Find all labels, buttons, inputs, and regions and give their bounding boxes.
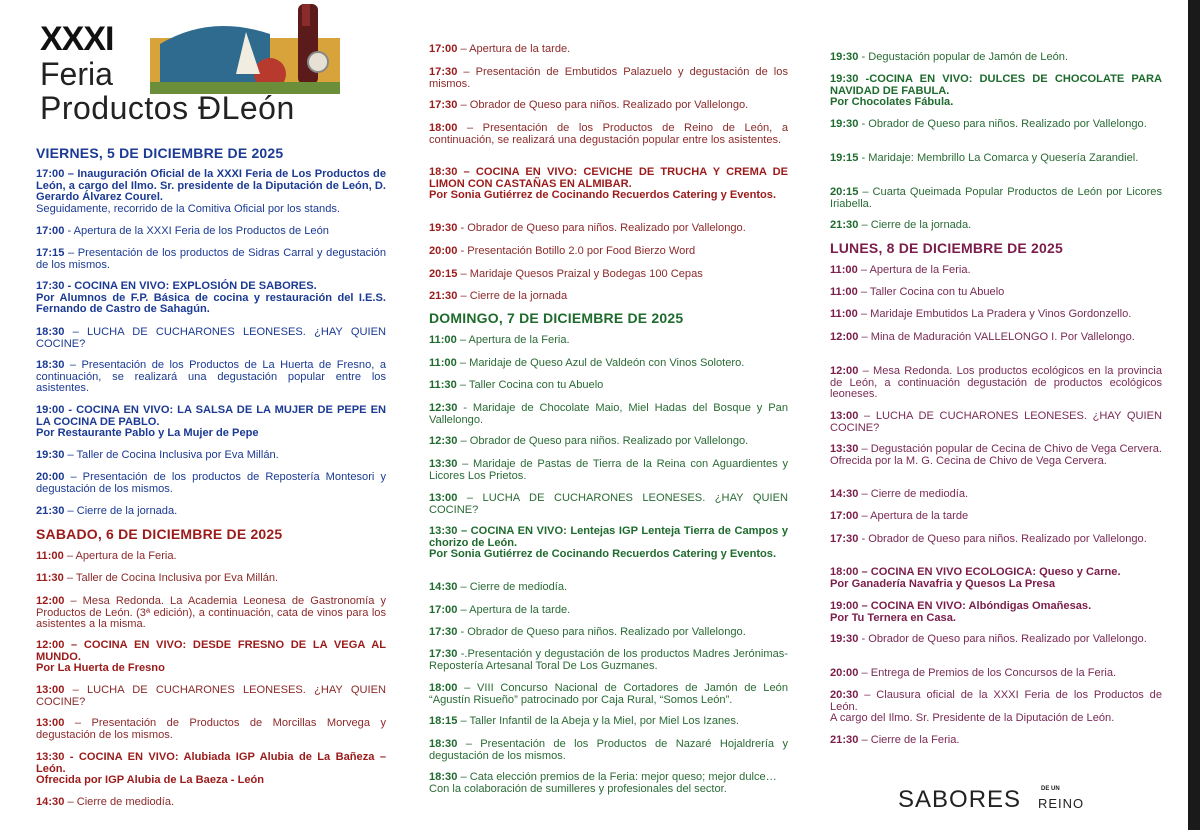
day-heading-viernes: VIERNES, 5 DE DICIEMBRE DE 2025 xyxy=(36,145,284,161)
schedule-entry: 18:30 – Presentación de los Productos de La Huerta de Fresno, a continuación, se realizará una degustación popular entre los asistentes. xyxy=(36,359,386,395)
schedule-entry: 13:30 - COCINA EN VIVO: Alubiada IGP Alubia de La Bañeza – León. Ofrecida por IGP Alubia de La Baeza - León xyxy=(36,751,386,787)
schedule-entry: 17:00 - Apertura de la XXXI Feria de los Productos de León xyxy=(36,225,329,237)
feria-logo xyxy=(40,4,350,124)
schedule-entry: 17:00 – Apertura de la tarde. xyxy=(429,604,571,616)
schedule-entry: 12:30 – Obrador de Queso para niños. Realizado por Vallelongo. xyxy=(429,435,749,447)
logo-productos: Productos ÐLeón xyxy=(40,90,295,126)
schedule-entry: 19:30 - Obrador de Queso para niños. Realizado por Vallelongo. xyxy=(429,222,746,234)
schedule-entry: 20:00 - Presentación Botillo 2.0 por Food Bierzo Word xyxy=(429,245,696,257)
page-edge xyxy=(1188,0,1200,830)
schedule-entry: 11:00 – Maridaje Embutidos La Pradera y Vinos Gordonzello. xyxy=(830,308,1132,320)
schedule-entry: 17:30 – Obrador de Queso para niños. Realizado por Vallelongo. xyxy=(429,99,749,111)
schedule-entry: 19:00 – COCINA EN VIVO: Albóndigas Omañesas. Por Tu Ternera en Casa. xyxy=(830,600,1092,624)
schedule-entry: 14:30 – Cierre de mediodía. xyxy=(830,488,969,500)
schedule-entry: 12:00 – Mesa Redonda. Los productos ecológicos en la provincia de León, a continuación degustación de productos ecológicos leoneses. xyxy=(830,365,1162,401)
day-heading-lunes: LUNES, 8 DE DICIEMBRE DE 2025 xyxy=(830,240,1063,256)
schedule-entry: 11:30 – Taller Cocina con tu Abuelo xyxy=(429,379,604,391)
logo-feria: Feria xyxy=(40,56,113,92)
schedule-entry: 17:30 -.Presentación y degustación de los productos Madres Jerónimas-Repostería Artesanal Toral De Los Guzmanes. xyxy=(429,648,788,672)
schedule-entry: 13:30 – Maridaje de Pastas de Tierra de la Reina con Aguardientes y Licores Los Prietos. xyxy=(429,458,788,482)
schedule-entry: 13:00 – LUCHA DE CUCHARONES LEONESES. ¿HAY QUIEN COCINE? xyxy=(830,410,1162,434)
schedule-entry: 11:00 – Taller Cocina con tu Abuelo xyxy=(830,286,1005,298)
schedule-entry: 12:00 – Mina de Maduración VALLELONGO I. Por Vallelongo. xyxy=(830,331,1135,343)
edition-number: XXXI xyxy=(40,20,114,58)
schedule-entry: 13:00 – LUCHA DE CUCHARONES LEONESES. ¿HAY QUIEN COCINE? xyxy=(429,492,788,516)
schedule-entry: 11:30 – Taller de Cocina Inclusiva por Eva Millán. xyxy=(36,572,279,584)
schedule-entry: 19:30 -COCINA EN VIVO: DULCES DE CHOCOLATE PARA NAVIDAD DE FABULA. Por Chocolates Fábula. xyxy=(830,73,1162,109)
schedule-entry: 20:30 – Clausura oficial de la XXXI Feria de los Productos de León. A cargo del Ilmo. Sr. Presidente de la Diputación de León. xyxy=(830,689,1162,725)
schedule-entry: 20:00 – Entrega de Premios de los Concursos de la Feria. xyxy=(830,667,1117,679)
schedule-entry: 18:30 – Presentación de los Productos de Nazaré Hojaldrería y degustación de los mismos. xyxy=(429,738,788,762)
schedule-entry: 14:30 – Cierre de mediodía. xyxy=(429,581,568,593)
schedule-entry: 20:15 – Maridaje Quesos Praizal y Bodegas 100 Cepas xyxy=(429,268,703,280)
schedule-entry: 19:30 - Obrador de Queso para niños. Realizado por Vallelongo. xyxy=(830,118,1147,130)
schedule-entry: 19:30 - Degustación popular de Jamón de León. xyxy=(830,51,1069,63)
schedule-entry: 17:15 – Presentación de los productos de Sidras Carral y degustación de los mismos. xyxy=(36,247,386,271)
sabores-reino: REINO xyxy=(1038,796,1085,811)
schedule-entry: 12:30 - Maridaje de Chocolate Maio, Miel Hadas del Bosque y Pan Vallelongo. xyxy=(429,402,788,426)
schedule-entry: 21:30 – Cierre de la jornada xyxy=(429,290,568,302)
schedule-entry: 17:30 - Obrador de Queso para niños. Realizado por Vallelongo. xyxy=(830,533,1147,545)
schedule-entry: 13:00 – LUCHA DE CUCHARONES LEONESES. ¿HAY QUIEN COCINE? xyxy=(36,684,386,708)
schedule-entry: 13:30 – Degustación popular de Cecina de Chivo de Vega Cervera. Ofrecida por la M. G. Cecina de Chivo de Vega Cervera. xyxy=(830,443,1162,467)
sabores-de-un: DE UN xyxy=(1041,786,1060,792)
schedule-entry: 18:30 – COCINA EN VIVO: CEVICHE DE TRUCHA Y CREMA DE LIMON CON CASTAÑAS EN ALMIBAR. Por Sonia Gutiérrez de Cocinando Recuerdos Catering y Eventos. xyxy=(429,166,788,202)
schedule-entry: 13:00 – Presentación de Productos de Morcillas Morvega y degustación de los mismos. xyxy=(36,717,386,741)
schedule-entry: 18:30 – LUCHA DE CUCHARONES LEONESES. ¿HAY QUIEN COCINE? xyxy=(36,326,386,350)
schedule-entry: 19:30 - Obrador de Queso para niños. Realizado por Vallelongo. xyxy=(830,633,1147,645)
schedule-entry: 17:30 – Presentación de Embutidos Palazuelo y degustación de los mismos. xyxy=(429,66,788,90)
schedule-entry: 18:00 – Presentación de los Productos de Reino de León, a continuación, se realizará una degustación popular entre los asistentes. xyxy=(429,122,788,146)
schedule-entry: 21:30 – Cierre de la jornada. xyxy=(36,505,178,517)
schedule-entry: 12:00 – COCINA EN VIVO: DESDE FRESNO DE LA VEGA AL MUNDO. Por La Huerta de Fresno xyxy=(36,639,386,675)
schedule-entry: 21:30 – Cierre de la Feria. xyxy=(830,734,960,746)
schedule-entry: 12:00 – Mesa Redonda. La Academia Leonesa de Gastronomía y Productos de León. (3ª edición), a continuación, cata de vinos para los asistentes a la misma. xyxy=(36,595,386,631)
schedule-entry: 20:15 – Cuarta Queimada Popular Productos de León por Licores Iriabella. xyxy=(830,186,1162,210)
food-illustration xyxy=(150,4,340,94)
schedule-entry: 11:00 – Apertura de la Feria. xyxy=(830,264,971,276)
schedule-entry: 17:30 - Obrador de Queso para niños. Realizado por Vallelongo. xyxy=(429,626,746,638)
schedule-entry: 18:00 – VIII Concurso Nacional de Cortadores de Jamón de León “Agustín Risueño” patrocinado por Caja Rural, “Somos León”. xyxy=(429,682,788,706)
schedule-entry: 18:30 – Cata elección premios de la Feria: mejor queso; mejor dulce… Con la colaboración de sumilleres y profesionales del sector. xyxy=(429,771,777,795)
schedule-entry: 17:00 – Apertura de la tarde xyxy=(830,510,969,522)
day-heading-domingo: DOMINGO, 7 DE DICIEMBRE DE 2025 xyxy=(429,310,684,326)
schedule-entry: 19:00 - COCINA EN VIVO: LA SALSA DE LA MUJER DE PEPE EN LA COCINA DE PABLO. Por Restaurante Pablo y La Mujer de Pepe xyxy=(36,404,386,440)
schedule-entry: 21:30 – Cierre de la jornada. xyxy=(830,219,972,231)
sabores-brand: SABORES xyxy=(898,786,1022,813)
schedule-entry: 17:00 – Inauguración Oficial de la XXXI Feria de Los Productos de León, a cargo del Ilmo. Sr. presidente de la Diputación de León, D. Gerardo Álvarez Courel. Seguidamente, recorrido de la Comitiva Oficial por los stands. xyxy=(36,168,386,215)
schedule-entry: 19:15 - Maridaje: Membrillo La Comarca y Quesería Zarandiel. xyxy=(830,152,1139,164)
schedule-entry: 18:15 – Taller Infantil de la Abeja y la Miel, por Miel Los Izanes. xyxy=(429,715,739,727)
day-heading-sabado: SABADO, 6 DE DICIEMBRE DE 2025 xyxy=(36,526,283,542)
schedule-entry: 17:00 – Apertura de la tarde. xyxy=(429,43,571,55)
schedule-entry: 18:00 – COCINA EN VIVO ECOLOGICA: Queso y Carne. Por Ganadería Navafria y Quesos La Presa xyxy=(830,566,1121,590)
schedule-entry: 11:00 – Apertura de la Feria. xyxy=(429,334,570,346)
schedule-entry: 14:30 – Cierre de mediodía. xyxy=(36,796,175,808)
schedule-entry: 17:30 - COCINA EN VIVO: EXPLOSIÓN DE SABORES. Por Alumnos de F.P. Básica de cocina y restauración del I.E.S. Fernando de Castro de Sahagún. xyxy=(36,280,386,316)
schedule-entry: 13:30 – COCINA EN VIVO: Lentejas IGP Lenteja Tierra de Campos y chorizo de León. Por Sonia Gutiérrez de Cocinando Recuerdos Catering y Eventos. xyxy=(429,525,788,561)
schedule-entry: 11:00 – Maridaje de Queso Azul de Valdeón con Vinos Solotero. xyxy=(429,357,745,369)
schedule-entry: 19:30 – Taller de Cocina Inclusiva por Eva Millán. xyxy=(36,449,279,461)
schedule-entry: 11:00 – Apertura de la Feria. xyxy=(36,550,177,562)
schedule-entry: 20:00 – Presentación de los productos de Repostería Montesori y degustación de los mismos. xyxy=(36,471,386,495)
